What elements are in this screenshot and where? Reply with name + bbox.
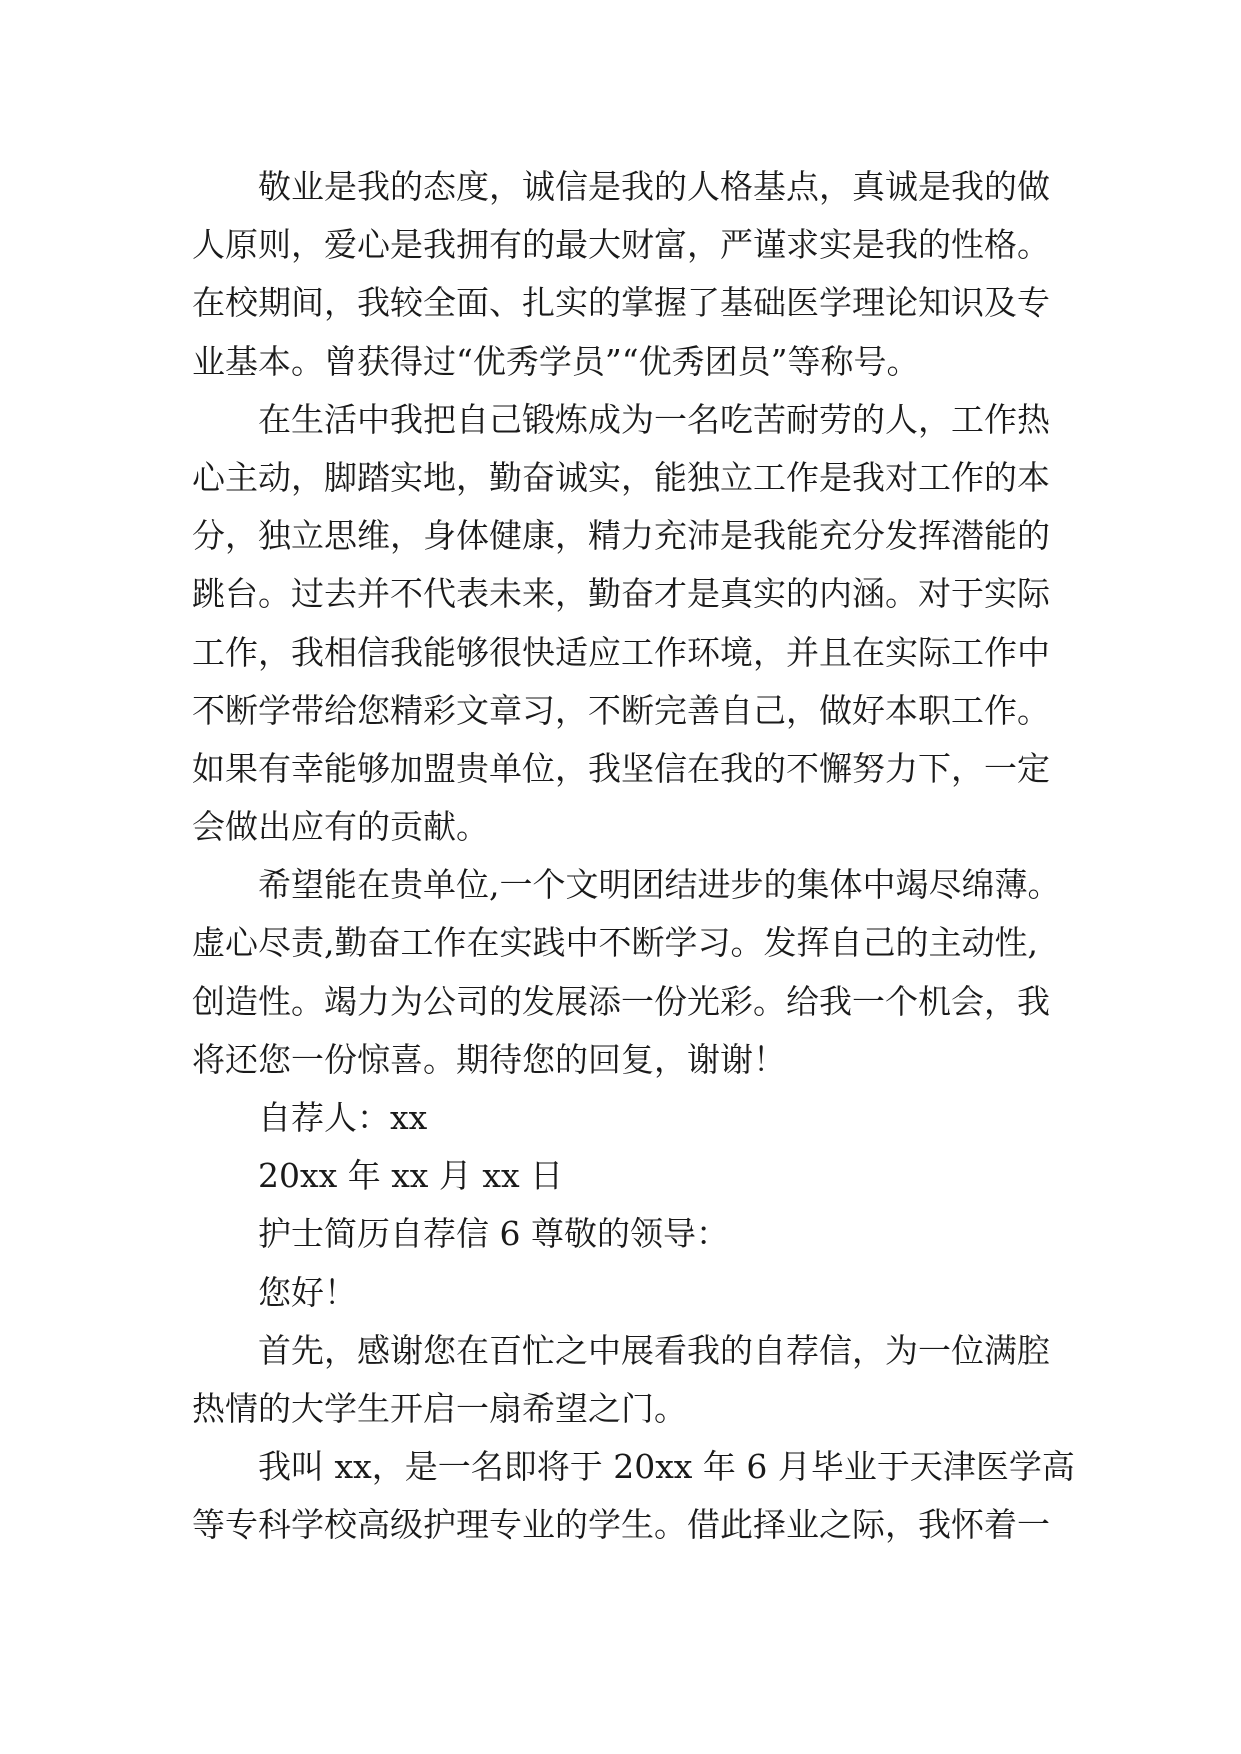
text-line: 将还您一份惊喜。期待您的回复，谢谢！: [192, 1039, 786, 1079]
text-line: 虚心尽责,勤奋工作在实践中不断学习。发挥自己的主动性,: [192, 923, 1038, 963]
text-line: 在生活中我把自己锻炼成为一名吃苦耐劳的人，工作热: [258, 399, 1050, 439]
text-line: 在校期间，我较全面、扎实的掌握了基础医学理论知识及专: [192, 283, 1050, 323]
text-line: 创造性。竭力为公司的发展添一份光彩。给我一个机会，我: [192, 981, 1050, 1021]
text-line: 首先，感谢您在百忙之中展看我的自荐信，为一位满腔: [258, 1330, 1050, 1370]
text-line: 如果有幸能够加盟贵单位，我坚信在我的不懈努力下，一定: [192, 748, 1050, 788]
text-line: 跳台。过去并不代表未来，勤奋才是真实的内涵。对于实际: [192, 574, 1050, 614]
text-line: 您好！: [258, 1272, 357, 1312]
text-line: 业基本。曾获得过“优秀学员”“优秀团员”等称号。: [192, 341, 920, 381]
text-line: 人原则，爱心是我拥有的最大财富，严谨求实是我的性格。: [192, 225, 1050, 265]
text-line: 会做出应有的贡献。: [192, 807, 489, 847]
text-line: 希望能在贵单位,一个文明团结进步的集体中竭尽绵薄。: [258, 865, 1061, 905]
text-line: 等专科学校高级护理专业的学生。借此择业之际，我怀着一: [192, 1505, 1050, 1545]
text-line: 心主动，脚踏实地，勤奋诚实，能独立工作是我对工作的本: [192, 457, 1050, 497]
text-line: 自荐人：xx: [258, 1098, 428, 1137]
text-line: 分，独立思维，身体健康，精力充沛是我能充分发挥潜能的: [192, 516, 1050, 556]
text-line: 不断学带给您精彩文章习，不断完善自己，做好本职工作。: [192, 690, 1050, 730]
letter-body: [192, 158, 1092, 1555]
text-line: 护士简历自荐信 6 尊敬的领导：: [258, 1214, 729, 1254]
text-line: 热情的大学生开启一扇希望之门。: [192, 1388, 687, 1428]
text-line: 我叫 xx，是一名即将于 20xx 年 6 月毕业于天津医学高: [258, 1447, 1075, 1487]
text-line: 工作，我相信我能够很快适应工作环境，并且在实际工作中: [192, 632, 1050, 672]
text-line: 20xx 年 xx 月 xx 日: [258, 1156, 564, 1196]
text-line: 敬业是我的态度，诚信是我的人格基点，真诚是我的做: [258, 167, 1050, 206]
